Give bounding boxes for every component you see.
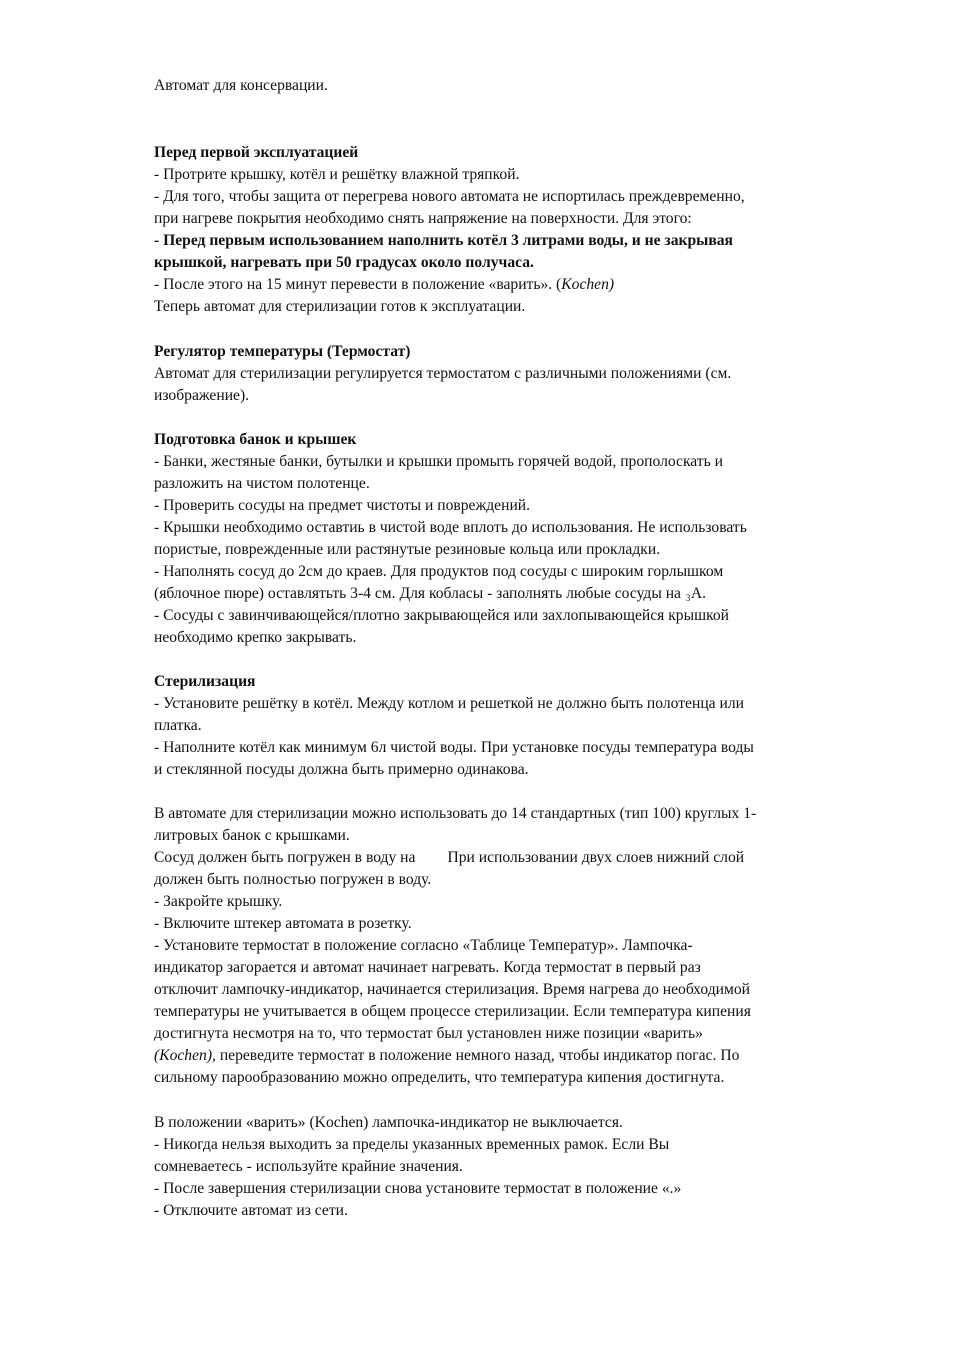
paragraph-line: - Для того, чтобы защита от перегрева нового автомата не испортилась преждевременно, (154, 188, 745, 205)
line-text-italic: Kochen) (561, 276, 615, 293)
paragraph-line: - Отключите автомат из сети. (154, 1202, 348, 1219)
paragraph-line: - Установите термостат в положение согласно «Таблице Температур». Лампочка- (154, 937, 693, 954)
paragraph-line: изображение). (154, 387, 250, 404)
line-text: (яблочное пюре) оставлятьть 3-4 см. Для кобласы - заполнять любые сосуды на (154, 585, 685, 602)
paragraph-line: В автомате для стерилизации можно использовать до 14 стандартных (тип 100) круглых 1- (154, 805, 757, 822)
line-text: - После этого на 15 минут перевести в положение «варить». ( (154, 276, 562, 293)
paragraph-line-bold: - Перед первым использованием наполнить котёл 3 литрами воды, и не закрывая (154, 232, 733, 249)
paragraph-line: - Наполните котёл как минимум 6л чистой воды. При установке посуды температура воды (154, 739, 754, 756)
paragraph-line: температуры не учитывается в общем процессе стерилизации. Если температура кипения (154, 1003, 751, 1020)
paragraph-line: платка. (154, 717, 202, 734)
paragraph-line: разложить на чистом полотенце. (154, 475, 370, 492)
line-text: A. (690, 585, 707, 602)
paragraph-line: - Включите штекер автомата в розетку. (154, 915, 412, 932)
paragraph-line: сильному парообразованию можно определить, что температура кипения достигнута. (154, 1069, 725, 1086)
paragraph-line: Автомат для стерилизации регулируется термостатом с различными положениями (см. (154, 365, 732, 382)
paragraph-line (154, 1045, 739, 1067)
paragraph-line: В положении «варить» (Kochen) лампочка-индикатор не выключается. (154, 1114, 623, 1131)
paragraph-line-bold: крышкой, нагревать при 50 градусах около получаса. (154, 254, 534, 271)
paragraph-line (154, 583, 706, 605)
paragraph-line: и стеклянной посуды должна быть примерно одинакова. (154, 761, 529, 778)
paragraph-line: - Закройте крышку. (154, 893, 283, 910)
paragraph-line: необходимо крепко закрывать. (154, 629, 357, 646)
paragraph-line: Теперь автомат для стерилизации готов к эксплуатации. (154, 298, 526, 315)
paragraph-line: сомневаетесь - используйте крайние значения. (154, 1158, 463, 1175)
paragraph-line: отключит лампочку-индикатор, начинается стерилизация. Время нагрева до необходимой (154, 981, 751, 998)
line-text: При использовании двух слоев нижний слой (447, 849, 745, 866)
paragraph-line: - Крышки необходимо оставтиь в чистой воде вплоть до использования. Не использовать (154, 519, 747, 536)
line-text: Сосуд должен быть погружен в воду на (154, 849, 416, 866)
paragraph-line: - Банки, жестяные банки, бутылки и крышки промыть горячей водой, прополоскать и (154, 453, 723, 470)
paragraph-line (154, 274, 614, 296)
paragraph-line: при нагреве покрытия необходимо снять напряжение на поверхности. Для этого: (154, 210, 692, 227)
line-text: переведите термостат в положение немного назад, чтобы индикатор погас. По (215, 1047, 740, 1064)
superscript: 3 (685, 593, 691, 603)
paragraph-line (154, 847, 744, 869)
paragraph-line: - Сосуды с завинчивающейся/плотно закрывающейся или захлопывающейся крышкой (154, 607, 730, 624)
line-text-italic: (Kochen), (154, 1047, 216, 1064)
document-title: Автомат для консервации. (154, 77, 328, 94)
section-heading-jars: Подготовка банок и крышек (154, 431, 357, 448)
paragraph-line: пористые, поврежденные или растянутые резиновые кольца или прокладки. (154, 541, 661, 558)
paragraph-line: - Наполнять сосуд до 2см до краев. Для продуктов под сосуды с широким горлышком (154, 563, 724, 580)
section-heading-thermostat: Регулятор температуры (Термостат) (154, 343, 411, 360)
paragraph-line: - Никогда нельзя выходить за пределы указанных временных рамок. Если Вы (154, 1136, 670, 1153)
paragraph-line: - Проверить сосуды на предмет чистоты и повреждений. (154, 497, 531, 514)
paragraph-line: - Протрите крышку, котёл и решётку влажной тряпкой. (154, 166, 520, 183)
paragraph-line: должен быть полностью погружен в воду. (154, 871, 432, 888)
paragraph-line: литровых банок с крышками. (154, 827, 350, 844)
paragraph-line: - После завершения стерилизации снова установите термостат в положение «.» (154, 1180, 682, 1197)
paragraph-line: индикатор загорается и автомат начинает нагревать. Когда термостат в первый раз (154, 959, 701, 976)
section-heading-sterilization: Стерилизация (154, 673, 256, 690)
paragraph-line: достигнута несмотря на то, что термостат был установлен ниже позиции «варить» (154, 1025, 703, 1042)
section-heading-first-use: Перед первой эксплуатацией (154, 144, 359, 161)
paragraph-line: - Установите решётку в котёл. Между котлом и решеткой не должно быть полотенца или (154, 695, 744, 712)
